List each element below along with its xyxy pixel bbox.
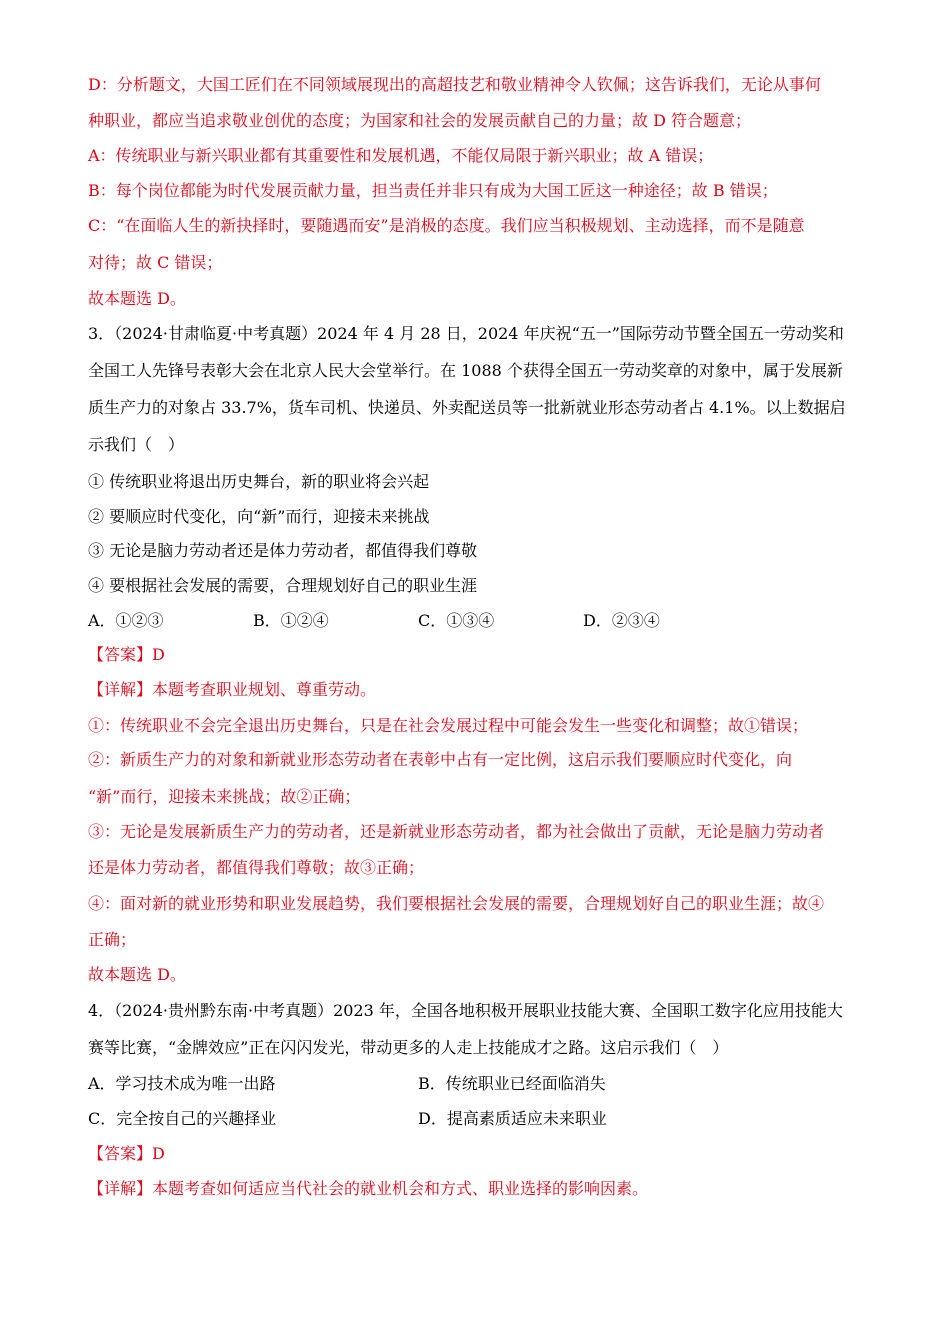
q4-option-c: C．完全按自己的兴趣择业: [88, 1109, 277, 1128]
q3-detail-4-line2: 正确；: [88, 930, 137, 949]
q3-detail-3-line2: 还是体力劳动者，都值得我们尊敬；故③正确；: [88, 858, 425, 877]
q3-option-c: C．①③④: [418, 611, 495, 630]
q4-option-a: A．学习技术成为唯一出路: [88, 1074, 276, 1093]
q4-option-b: B．传统职业已经面临消失: [418, 1074, 606, 1093]
q3-detail-4-line1: ④：面对新的就业形势和职业发展趋势，我们要根据社会发展的需要，合理规划好自己的职业生涯；故④: [88, 894, 825, 913]
explanation-c-line1: C：“在面临人生的新抉择时，要随遇而安”是消极的态度。我们应当积极规划、主动选择，而不是随意: [88, 216, 805, 235]
q4-detail: 【详解】本题考查如何适应当代社会的就业机会和方式、职业选择的影响因素。: [88, 1179, 649, 1198]
q3-stem-line1: 3．（2024·甘肃临夏·中考真题）2024 年 4 月 28 日，2024 年庆祝“五一”国际劳动节暨全国五一劳动奖和: [88, 324, 844, 343]
conclusion-q2: 故本题选 D。: [88, 289, 186, 308]
explanation-a: A：传统职业与新兴职业都有其重要性和发展机遇，不能仅局限于新兴职业；故 A 错误；: [88, 146, 714, 165]
conclusion-q3: 故本题选 D。: [88, 965, 186, 984]
q3-statement-3: ③ 无论是脑力劳动者还是体力劳动者，都值得我们尊敬: [88, 541, 478, 560]
q3-option-a: A．①②③: [88, 611, 164, 630]
q4-option-d: D．提高素质适应未来职业: [418, 1109, 607, 1128]
q3-statement-2: ② 要顺应时代变化，向“新”而行，迎接未来挑战: [88, 507, 430, 526]
q3-option-d: D．②③④: [583, 611, 660, 630]
explanation-c-line2: 对待；故 C 错误；: [88, 253, 223, 272]
q3-statement-4: ④ 要根据社会发展的需要，合理规划好自己的职业生涯: [88, 576, 478, 595]
q3-detail-1: ①：传统职业不会完全退出历史舞台，只是在社会发展过程中可能会发生一些变化和调整；故①错误；: [88, 716, 809, 735]
q3-answer: 【答案】D: [88, 645, 165, 664]
explanation-d-line2: 种职业，都应当追求敬业创优的态度；为国家和社会的发展贡献自己的力量；故 D 符合题意；: [88, 111, 752, 130]
q3-stem-line4: 示我们（ ）: [88, 435, 185, 454]
q3-detail-2-line1: ②：新质生产力的对象和新就业形态劳动者在表彰中占有一定比例，这启示我们要顺应时代变化，向: [88, 750, 793, 769]
q3-detail-3-line1: ③：无论是发展新质生产力的劳动者，还是新就业形态劳动者，都为社会做出了贡献，无论是脑力劳动者: [88, 822, 825, 841]
q4-answer: 【答案】D: [88, 1144, 165, 1163]
q3-stem-line3: 质生产力的对象占 33.7%，货车司机、快递员、外卖配送员等一批新就业形态劳动者占 4.1%。以上数据启: [88, 398, 846, 417]
q3-statement-1: ① 传统职业将退出历史舞台，新的职业将会兴起: [88, 472, 430, 491]
q3-stem-line2: 全国工人先锋号表彰大会在北京人民大会堂举行。在 1088 个获得全国五一劳动奖章的对象中，属于发展新: [88, 361, 843, 380]
explanation-b: B：每个岗位都能为时代发展贡献力量，担当责任并非只有成为大国工匠这一种途径；故 B 错误；: [88, 181, 778, 200]
q3-detail-2-line2: “新”而行，迎接未来挑战；故②正确；: [88, 787, 361, 806]
q3-option-b: B．①②④: [253, 611, 329, 630]
q3-detail-intro: 【详解】本题考查职业规划、尊重劳动。: [88, 680, 377, 699]
q4-stem-line1: 4．（2024·贵州黔东南·中考真题）2023 年，全国各地积极开展职业技能大赛、全国职工数字化应用技能大: [88, 1001, 843, 1020]
q4-stem-line2: 赛等比赛，“金牌效应”正在闪闪发光，带动更多的人走上技能成才之路。这启示我们（ ）: [88, 1038, 729, 1057]
explanation-d-line1: D：分析题文，大国工匠们在不同领域展现出的高超技艺和敬业精神令人钦佩；这告诉我们，无论从事何: [88, 75, 821, 94]
